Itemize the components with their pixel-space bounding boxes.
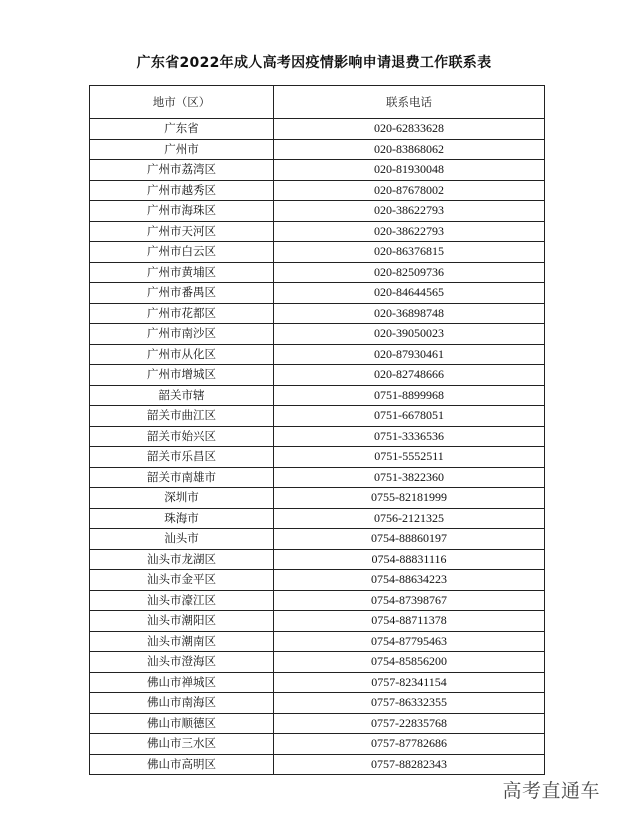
phone-cell: 020-62833628 [274, 119, 545, 140]
region-cell: 佛山市顺德区 [90, 713, 274, 734]
table-row [90, 631, 545, 652]
contact-table [89, 85, 545, 775]
table-row [90, 508, 545, 529]
table-row [90, 754, 545, 775]
table-row [90, 262, 545, 283]
region-cell: 韶关市乐昌区 [90, 447, 274, 468]
region-cell: 汕头市潮阳区 [90, 611, 274, 632]
phone-cell: 0754-88831116 [274, 549, 545, 570]
region-cell: 佛山市三水区 [90, 734, 274, 755]
region-cell: 佛山市南海区 [90, 693, 274, 714]
region-cell: 汕头市濠江区 [90, 590, 274, 611]
region-cell: 佛山市高明区 [90, 754, 274, 775]
region-cell: 广州市海珠区 [90, 201, 274, 222]
region-cell: 佛山市禅城区 [90, 672, 274, 693]
region-cell: 汕头市金平区 [90, 570, 274, 591]
table-row [90, 221, 545, 242]
table-row [90, 529, 545, 550]
table-row [90, 303, 545, 324]
table-row [90, 693, 545, 714]
phone-cell: 0751-3336536 [274, 426, 545, 447]
phone-cell: 0754-88711378 [274, 611, 545, 632]
phone-cell: 0757-88282343 [274, 754, 545, 775]
phone-cell: 0751-3822360 [274, 467, 545, 488]
region-cell: 广州市越秀区 [90, 180, 274, 201]
table-row [90, 488, 545, 509]
table-row [90, 611, 545, 632]
phone-cell: 020-38622793 [274, 221, 545, 242]
region-cell: 汕头市潮南区 [90, 631, 274, 652]
region-cell: 广州市番禺区 [90, 283, 274, 304]
phone-cell: 020-82509736 [274, 262, 545, 283]
table-row [90, 119, 545, 140]
phone-cell: 0754-87795463 [274, 631, 545, 652]
header-region: 地市（区） [90, 86, 274, 119]
table-row [90, 426, 545, 447]
document-title: 广东省2022年成人高考因疫情影响申请退费工作联系表 [136, 55, 492, 71]
table-row [90, 283, 545, 304]
phone-cell: 0757-82341154 [274, 672, 545, 693]
watermark-logo-text: 高考直通车 [502, 780, 600, 802]
table-row [90, 406, 545, 427]
table-row [90, 324, 545, 345]
table-row [90, 180, 545, 201]
table-row [90, 467, 545, 488]
table-row [90, 672, 545, 693]
phone-cell: 020-81930048 [274, 160, 545, 181]
table-row [90, 139, 545, 160]
region-cell: 广州市花都区 [90, 303, 274, 324]
phone-cell: 020-87930461 [274, 344, 545, 365]
region-cell: 广州市天河区 [90, 221, 274, 242]
phone-cell: 0757-87782686 [274, 734, 545, 755]
phone-cell: 020-86376815 [274, 242, 545, 263]
table-row [90, 344, 545, 365]
phone-cell: 020-38622793 [274, 201, 545, 222]
region-cell: 广州市荔湾区 [90, 160, 274, 181]
phone-cell: 0751-5552511 [274, 447, 545, 468]
region-cell: 深圳市 [90, 488, 274, 509]
region-cell: 广州市 [90, 139, 274, 160]
table-row [90, 590, 545, 611]
phone-cell: 0757-86332355 [274, 693, 545, 714]
table-row [90, 447, 545, 468]
region-cell: 汕头市 [90, 529, 274, 550]
region-cell: 韶关市南雄市 [90, 467, 274, 488]
phone-cell: 0754-88634223 [274, 570, 545, 591]
table-row [90, 201, 545, 222]
phone-cell: 0754-88860197 [274, 529, 545, 550]
region-cell: 汕头市龙湖区 [90, 549, 274, 570]
table-row [90, 652, 545, 673]
phone-cell: 020-82748666 [274, 365, 545, 386]
phone-cell: 0757-22835768 [274, 713, 545, 734]
table-row [90, 385, 545, 406]
table-row [90, 570, 545, 591]
phone-cell: 0751-6678051 [274, 406, 545, 427]
table-row [90, 365, 545, 386]
region-cell: 广州市白云区 [90, 242, 274, 263]
region-cell: 珠海市 [90, 508, 274, 529]
phone-cell: 0756-2121325 [274, 508, 545, 529]
table-body [90, 119, 545, 775]
phone-cell: 020-84644565 [274, 283, 545, 304]
phone-cell: 0755-82181999 [274, 488, 545, 509]
region-cell: 韶关市辖 [90, 385, 274, 406]
table-row [90, 713, 545, 734]
phone-cell: 020-87678002 [274, 180, 545, 201]
table-row [90, 549, 545, 570]
region-cell: 汕头市澄海区 [90, 652, 274, 673]
region-cell: 广东省 [90, 119, 274, 140]
header-phone: 联系电话 [274, 86, 545, 119]
table-row [90, 242, 545, 263]
phone-cell: 020-83868062 [274, 139, 545, 160]
table-row [90, 160, 545, 181]
region-cell: 广州市增城区 [90, 365, 274, 386]
table-row [90, 734, 545, 755]
region-cell: 韶关市始兴区 [90, 426, 274, 447]
region-cell: 广州市南沙区 [90, 324, 274, 345]
phone-cell: 020-39050023 [274, 324, 545, 345]
phone-cell: 0754-85856200 [274, 652, 545, 673]
region-cell: 韶关市曲江区 [90, 406, 274, 427]
region-cell: 广州市黄埔区 [90, 262, 274, 283]
phone-cell: 0751-8899968 [274, 385, 545, 406]
phone-cell: 020-36898748 [274, 303, 545, 324]
table-header-row [90, 86, 545, 119]
phone-cell: 0754-87398767 [274, 590, 545, 611]
region-cell: 广州市从化区 [90, 344, 274, 365]
